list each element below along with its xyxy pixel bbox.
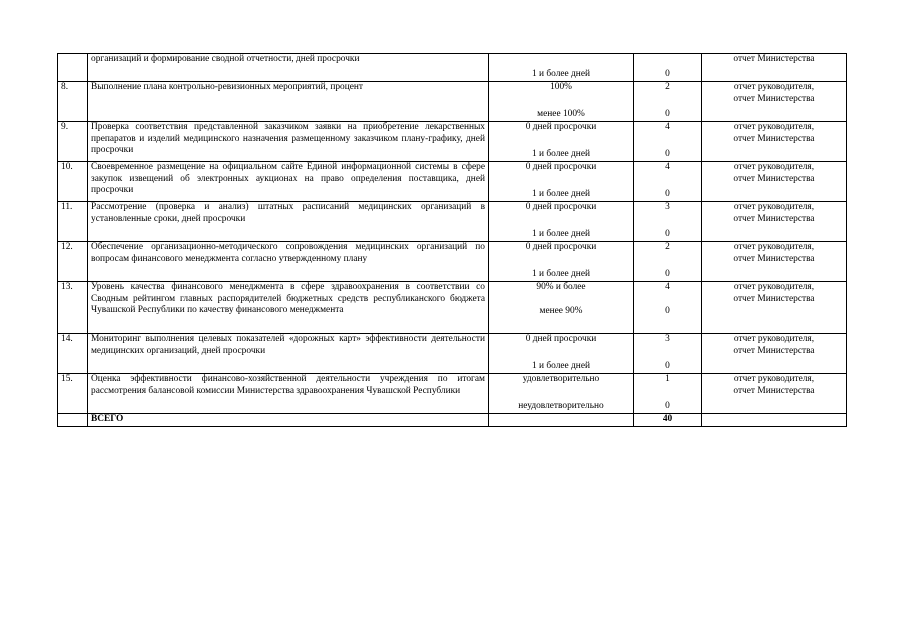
criteria-top: удовлетворительно [522,374,600,384]
total-points: 40 [634,414,702,427]
source-line-1: отчет Министерства [733,54,815,64]
source-cell [702,202,847,242]
row-number: 14. [58,334,88,374]
source-cell [702,82,847,122]
points-top: 2 [665,82,670,92]
points-cell [634,122,702,162]
criteria-cell [489,242,634,282]
source-line-1: отчет руководителя, [733,122,815,132]
criteria-bottom: 1 и более дней [531,69,591,80]
criteria-bottom: 1 и более дней [531,189,591,200]
source-cell [702,162,847,202]
source-line-2: отчет Министерства [733,133,815,144]
source-line-2: отчет Министерства [733,93,815,104]
points-bottom: 0 [665,361,670,372]
source-line-1: отчет руководителя, [733,334,815,344]
points-cell [634,54,702,82]
row-number [58,54,88,82]
source-line-1: отчет руководителя, [733,202,815,212]
indicator-name: Своевременное размещение на официальном сайте Единой информационной системы в сфере закупок извещений об электронных аукционах на право определения поставщика, дней просрочки [88,162,489,202]
row-number: 11. [58,202,88,242]
points-bottom: 0 [665,401,670,412]
indicator-name: Мониторинг выполнения целевых показателей «дорожных карт» эффективности деятельности медицинских организаций, дней просрочки [88,334,489,374]
table-row [58,282,847,334]
indicator-name: Оценка эффективности финансово-хозяйственной деятельности учреждения по итогам рассмотрения балансовой комиссии Министерства здравоохранения Чувашской Республики [88,374,489,414]
criteria-cell [489,162,634,202]
source-line-2: отчет Министерства [733,253,815,264]
criteria-cell [489,122,634,162]
source-line-1: отчет руководителя, [733,282,815,292]
total-label: ВСЕГО [88,414,489,427]
source-line-2: отчет Министерства [733,173,815,184]
criteria-top: 0 дней просрочки [525,334,597,344]
criteria-cell [489,202,634,242]
points-cell [634,242,702,282]
criteria-bottom: менее 100% [537,109,585,120]
indicator-name: организаций и формирование сводной отчетности, дней просрочки [88,54,489,82]
total-row [58,414,847,427]
row-number: 12. [58,242,88,282]
points-bottom: 0 [665,149,670,160]
points-top: 3 [665,202,670,212]
source-line-1: отчет руководителя, [733,162,815,172]
source-cell [702,122,847,162]
row-number: 8. [58,82,88,122]
points-top: 1 [665,374,670,384]
row-number: 13. [58,282,88,334]
source-line-2: отчет Министерства [733,293,815,304]
source-line-2: отчет Министерства [733,213,815,224]
source-cell [702,242,847,282]
criteria-bottom: 1 и более дней [531,229,591,240]
criteria-bottom: менее 90% [539,306,583,317]
points-cell [634,162,702,202]
source-line-1: отчет руководителя, [733,374,815,384]
criteria-cell [489,374,634,414]
source-line-2: отчет Министерства [733,385,815,396]
criteria-cell [489,334,634,374]
kpi-table [57,53,847,427]
criteria-top: 0 дней просрочки [525,202,597,212]
criteria-top: 90% и более [536,282,586,292]
points-top: 3 [665,334,670,344]
criteria-bottom: 1 и более дней [531,269,591,280]
source-cell [702,334,847,374]
criteria-bottom: неудовлетворительно [518,401,604,412]
points-bottom: 0 [665,69,670,80]
total-criteria [489,414,634,427]
table-row [58,202,847,242]
indicator-name: Рассмотрение (проверка и анализ) штатных расписаний медицинских организаций в установленные сроки, дней просрочки [88,202,489,242]
row-number: 10. [58,162,88,202]
points-cell [634,374,702,414]
kpi-table-body [58,54,847,427]
source-line-1: отчет руководителя, [733,242,815,252]
table-row [58,82,847,122]
criteria-top: 0 дней просрочки [525,162,597,172]
criteria-cell [489,54,634,82]
criteria-top: 0 дней просрочки [525,122,597,132]
points-cell [634,82,702,122]
source-cell [702,374,847,414]
indicator-name: Проверка соответствия представленной заказчиком заявки на приобретение лекарственных препаратов и изделий медицинского назначения размещенному заказчиком плану-графику, дней просрочки [88,122,489,162]
table-row [58,54,847,82]
table-row [58,162,847,202]
criteria-cell [489,82,634,122]
points-top: 2 [665,242,670,252]
source-line-2: отчет Министерства [733,345,815,356]
points-bottom: 0 [665,269,670,280]
points-cell [634,202,702,242]
table-row [58,242,847,282]
source-cell [702,282,847,334]
indicator-name: Обеспечение организационно-методического сопровождения медицинских организаций по вопросам финансового менеджмента согласно утвержденному плану [88,242,489,282]
row-number: 9. [58,122,88,162]
total-source [702,414,847,427]
table-row [58,374,847,414]
criteria-top: 100% [550,82,572,92]
row-number: 15. [58,374,88,414]
indicator-name: Выполнение плана контрольно-ревизионных мероприятий, процент [88,82,489,122]
criteria-top: 0 дней просрочки [525,242,597,252]
points-bottom: 0 [665,229,670,240]
criteria-bottom: 1 и более дней [531,149,591,160]
source-line-1: отчет руководителя, [733,82,815,92]
total-row-number [58,414,88,427]
criteria-bottom: 1 и более дней [531,361,591,372]
points-top: 4 [665,162,670,172]
points-cell [634,334,702,374]
points-bottom: 0 [665,189,670,200]
points-bottom: 0 [665,109,670,120]
indicator-name: Уровень качества финансового менеджмента в сфере здравоохранения в соответствии со Сводным рейтингом главных распорядителей бюджетных средств республиканского бюджета Чувашской Республики по качеству финансового менеджмента [88,282,489,334]
source-cell [702,54,847,82]
points-top: 4 [665,282,670,292]
points-bottom: 0 [665,306,670,317]
criteria-cell [489,282,634,334]
table-row [58,334,847,374]
points-top: 4 [665,122,670,132]
points-cell [634,282,702,334]
table-row [58,122,847,162]
